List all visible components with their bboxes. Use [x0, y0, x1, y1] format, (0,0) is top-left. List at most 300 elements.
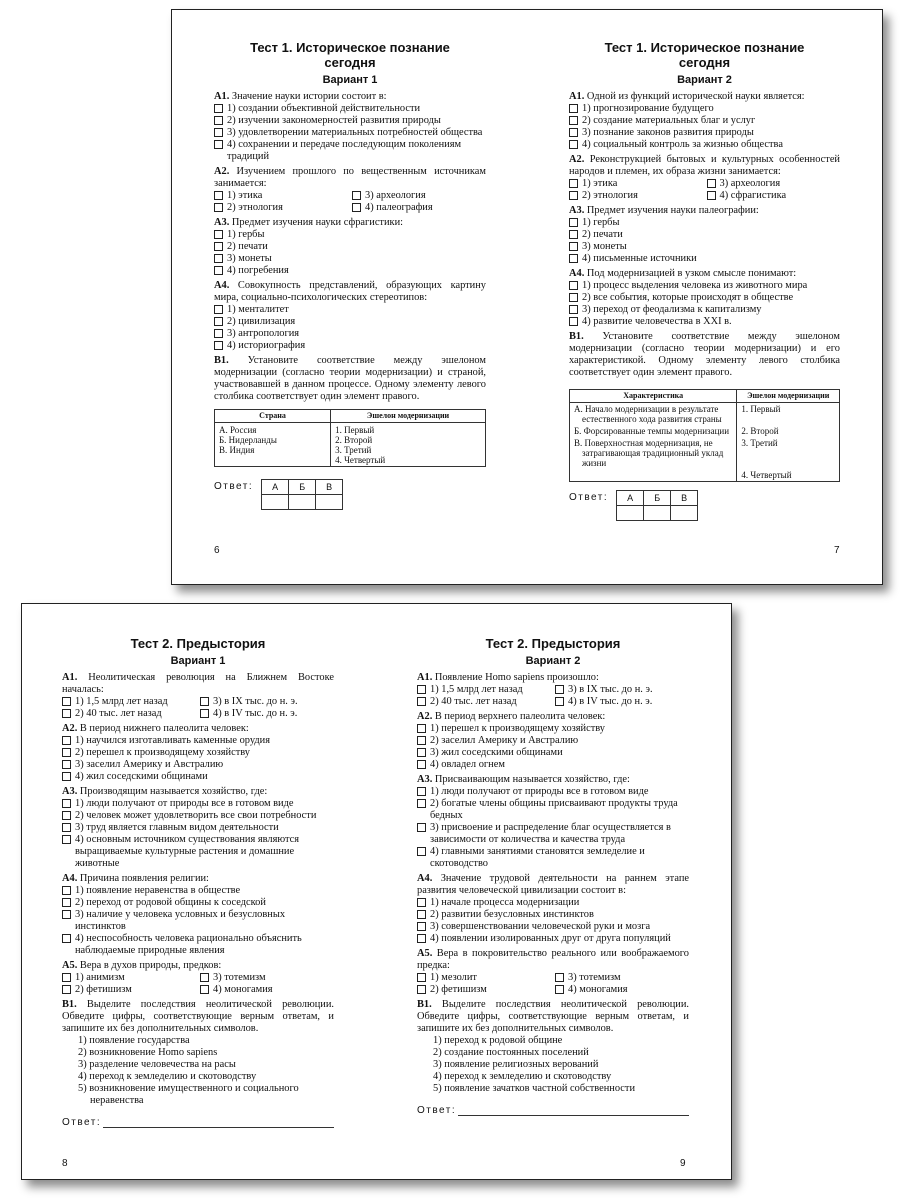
- question-text: Предмет изучения науки палеографии:: [586, 205, 759, 216]
- answer-option[interactable]: [62, 696, 196, 708]
- option-label: 1) 1,5 млрд лет назад: [75, 696, 168, 707]
- checkbox[interactable]: [62, 973, 71, 982]
- answer-cell[interactable]: [671, 506, 698, 521]
- checkbox[interactable]: [62, 799, 71, 808]
- question-a4: [214, 280, 486, 352]
- answer-option[interactable]: [569, 292, 840, 304]
- checkbox[interactable]: [417, 823, 426, 832]
- answer-option[interactable]: [62, 735, 334, 747]
- b1-item: 5) появление зачатков частной собственности: [433, 1083, 636, 1094]
- answer-option[interactable]: [555, 696, 689, 708]
- checkbox[interactable]: [417, 934, 426, 943]
- test-title: Тест 2. Предыстория: [485, 636, 621, 651]
- answer-option[interactable]: [417, 684, 551, 696]
- question-a2: [214, 166, 486, 214]
- answer-blank[interactable]: [458, 1107, 689, 1116]
- table-cell: В. Индия: [219, 445, 255, 455]
- question-number: A5.: [417, 948, 433, 959]
- option-label: 4) появлении изолированных друг от друга популяций: [430, 933, 671, 944]
- answer-option[interactable]: [569, 127, 840, 139]
- question-number: A4.: [417, 873, 433, 884]
- question-number: A3.: [214, 217, 230, 228]
- question-text: Выделите последствия неолитической революции. Обведите цифры, соответствующие верным ответам, и запишите их без дополнительных символов.: [62, 999, 334, 1034]
- checkbox[interactable]: [352, 203, 361, 212]
- answer-option[interactable]: [200, 696, 334, 708]
- question-stem: [417, 672, 689, 684]
- question-stem: [417, 774, 689, 786]
- option-label: 4) главными занятиями становятся земледелие и скотоводство: [430, 846, 645, 869]
- page-number: 7: [834, 545, 840, 556]
- option-label: 4) развитие человечества в XXI в.: [582, 316, 732, 327]
- answer-option[interactable]: [62, 822, 334, 834]
- answer-letter: Б: [644, 491, 671, 506]
- checkbox[interactable]: [200, 985, 209, 994]
- checkbox[interactable]: [417, 736, 426, 745]
- checkbox[interactable]: [569, 104, 578, 113]
- option-label: 1) гербы: [227, 229, 265, 240]
- table-cell: 1. Первый: [335, 425, 375, 435]
- checkbox[interactable]: [214, 128, 223, 137]
- checkbox[interactable]: [555, 685, 564, 694]
- questions-block: [214, 91, 486, 352]
- option-label: 3) совершенствовании человеческой руки и мозга: [430, 921, 651, 932]
- answer-option[interactable]: [214, 316, 486, 328]
- option-label: 4) моногамия: [568, 984, 628, 995]
- option-label: 4) овладел огнем: [430, 759, 505, 770]
- b1-items: [62, 1035, 334, 1107]
- table-cell: 4. Четвертый: [335, 455, 386, 465]
- answer-letter: В: [316, 480, 343, 495]
- checkbox[interactable]: [417, 910, 426, 919]
- answer-label: Ответ:: [214, 481, 254, 492]
- option-label: 1) люди получают от природы все в готовом виде: [430, 786, 649, 797]
- checkbox[interactable]: [214, 242, 223, 251]
- table-header: Характеристика: [570, 390, 737, 403]
- checkbox[interactable]: [569, 242, 578, 251]
- checkbox[interactable]: [214, 254, 223, 263]
- checkbox[interactable]: [555, 697, 564, 706]
- answer-option[interactable]: [62, 708, 196, 720]
- question-text: В период верхнего палеолита человек:: [434, 711, 606, 722]
- answer-option[interactable]: [555, 984, 689, 996]
- question-text: Неолитическая революция на Ближнем Востоке началась:: [62, 672, 334, 695]
- question-text: Установите соответствие между эшелоном модернизации (согласно теории модернизации) и страной, участвовавшей в данном процессе. Одному элементу левого столбика соответствует один элемент правого.: [214, 355, 486, 402]
- checkbox[interactable]: [569, 305, 578, 314]
- answer-option[interactable]: [417, 972, 551, 984]
- question-a5: [62, 960, 334, 996]
- option-label: 3) переход от феодализма к капитализму: [582, 304, 762, 315]
- variant-label: Вариант 2: [525, 655, 581, 667]
- checkbox[interactable]: [417, 847, 426, 856]
- answer-grid: [261, 479, 343, 510]
- answer-option[interactable]: [62, 798, 334, 810]
- answer-option[interactable]: [62, 759, 334, 771]
- options-list: [569, 103, 840, 151]
- checkbox[interactable]: [214, 230, 223, 239]
- answer-option[interactable]: [569, 253, 840, 265]
- checkbox[interactable]: [214, 317, 223, 326]
- option-label: 2) переход от родовой общины к соседской: [75, 897, 266, 908]
- answer-option[interactable]: [417, 798, 689, 822]
- question-a3: [214, 217, 486, 277]
- option-label: 2) развитии безусловных инстинктов: [430, 909, 594, 920]
- variant-label: Вариант 1: [170, 655, 226, 667]
- answer-option[interactable]: [214, 328, 486, 340]
- option-label: 3) тотемизм: [568, 972, 621, 983]
- question-text: Совокупность представлений, образующих картину мира, социально-психологических стереотипов:: [214, 280, 486, 303]
- checkbox[interactable]: [214, 305, 223, 314]
- checkbox[interactable]: [555, 973, 564, 982]
- option-label: 4) моногамия: [213, 984, 273, 995]
- checkbox[interactable]: [62, 910, 71, 919]
- options-list: [214, 190, 486, 214]
- checkbox[interactable]: [62, 898, 71, 907]
- option-label: 3) антропология: [227, 328, 300, 339]
- question-text: Под модернизацией в узком смысле понимают:: [586, 268, 797, 279]
- question-a1: [62, 672, 334, 720]
- table-cell: 4. Четвертый: [737, 469, 840, 482]
- question-stem: [569, 205, 840, 217]
- question-stem: [569, 154, 840, 178]
- question-number: A1.: [214, 91, 230, 102]
- answer-option[interactable]: [62, 897, 334, 909]
- option-label: 1) появление неравенства в обществе: [75, 885, 241, 896]
- answer-option[interactable]: [417, 759, 689, 771]
- answer-option[interactable]: [214, 103, 486, 115]
- checkbox[interactable]: [214, 140, 223, 149]
- checkbox[interactable]: [62, 736, 71, 745]
- question-stem: [569, 91, 840, 103]
- question-b1: [569, 331, 840, 379]
- table-cell: 3. Третий: [737, 437, 840, 469]
- question-a4: [62, 873, 334, 957]
- answer-option[interactable]: [417, 897, 689, 909]
- answer-option[interactable]: [214, 241, 486, 253]
- matching-table: [569, 389, 840, 482]
- checkbox[interactable]: [417, 760, 426, 769]
- answer-option[interactable]: [569, 217, 840, 229]
- answer-option[interactable]: [214, 115, 486, 127]
- question-number: A1.: [569, 91, 585, 102]
- option-label: 4) сфрагистика: [719, 190, 787, 201]
- checkbox[interactable]: [417, 799, 426, 808]
- page-9: [417, 604, 689, 1179]
- answer-cell[interactable]: [289, 495, 316, 510]
- checkbox[interactable]: [214, 104, 223, 113]
- answer-cell[interactable]: [644, 506, 671, 521]
- answer-option[interactable]: [417, 747, 689, 759]
- answer-block: [214, 479, 486, 510]
- checkbox[interactable]: [569, 116, 578, 125]
- table-cell: А. Начало модернизации в результате естественного хода развития страны: [570, 403, 737, 426]
- question-a1: [569, 91, 840, 151]
- answer-option[interactable]: [417, 933, 689, 945]
- checkbox[interactable]: [62, 823, 71, 832]
- answer-blank[interactable]: [103, 1119, 334, 1128]
- checkbox[interactable]: [214, 329, 223, 338]
- checkbox[interactable]: [569, 254, 578, 263]
- checkbox[interactable]: [417, 685, 426, 694]
- answer-option[interactable]: [214, 229, 486, 241]
- option-label: 3) в IX тыс. до н. э.: [213, 696, 298, 707]
- question-a3: [417, 774, 689, 870]
- options-list: [62, 798, 334, 870]
- checkbox[interactable]: [569, 218, 578, 227]
- option-label: 3) тотемизм: [213, 972, 266, 983]
- answer-option[interactable]: [417, 786, 689, 798]
- answer-option[interactable]: [214, 127, 486, 139]
- answer-option[interactable]: [352, 202, 486, 214]
- answer-option[interactable]: [62, 771, 334, 783]
- checkbox[interactable]: [569, 317, 578, 326]
- checkbox[interactable]: [214, 116, 223, 125]
- checkbox[interactable]: [569, 230, 578, 239]
- checkbox[interactable]: [62, 748, 71, 757]
- answer-option[interactable]: [352, 190, 486, 202]
- table-cell: Б. Форсированные темпы модернизации: [570, 425, 737, 437]
- answer-cell[interactable]: [262, 495, 289, 510]
- answer-option[interactable]: [707, 190, 841, 202]
- page-number: 9: [680, 1158, 686, 1169]
- answer-option[interactable]: [214, 202, 348, 214]
- question-stem: [417, 948, 689, 972]
- checkbox[interactable]: [62, 886, 71, 895]
- option-label: 2) изучении закономерностей развития природы: [227, 115, 441, 126]
- book-spread-test-2: [21, 603, 732, 1180]
- page-8: [62, 604, 334, 1179]
- checkbox[interactable]: [200, 709, 209, 718]
- answer-option[interactable]: [555, 972, 689, 984]
- options-list: [417, 786, 689, 870]
- checkbox[interactable]: [62, 985, 71, 994]
- checkbox[interactable]: [352, 191, 361, 200]
- matching-table: [214, 409, 486, 467]
- checkbox[interactable]: [417, 724, 426, 733]
- checkbox[interactable]: [569, 140, 578, 149]
- options-list: [417, 723, 689, 771]
- answer-option[interactable]: [214, 340, 486, 352]
- checkbox[interactable]: [62, 697, 71, 706]
- table-cell: 2. Второй: [737, 425, 840, 437]
- options-list: [62, 735, 334, 783]
- answer-option[interactable]: [62, 747, 334, 759]
- option-label: 4) основным источником существования являются выращиваемые культурные растения и домашние животные: [75, 834, 300, 869]
- option-label: 1) мезолит: [430, 972, 477, 983]
- option-label: 3) археология: [719, 178, 781, 189]
- checkbox[interactable]: [200, 697, 209, 706]
- questions-block: [417, 672, 689, 996]
- question-text: Одной из функций исторической науки является:: [586, 91, 805, 102]
- answer-option[interactable]: [569, 241, 840, 253]
- answer-letter: А: [617, 491, 644, 506]
- checkbox[interactable]: [200, 973, 209, 982]
- answer-option[interactable]: [214, 304, 486, 316]
- answer-cell[interactable]: [316, 495, 343, 510]
- question-number: A2.: [417, 711, 433, 722]
- question-a3: [62, 786, 334, 870]
- checkbox[interactable]: [214, 191, 223, 200]
- checkbox[interactable]: [62, 811, 71, 820]
- checkbox[interactable]: [555, 985, 564, 994]
- question-stem: [417, 711, 689, 723]
- option-label: 2) перешел к производящему хозяйству: [75, 747, 251, 758]
- checkbox[interactable]: [62, 772, 71, 781]
- option-label: 1) люди получают от природы все в готовом виде: [75, 798, 294, 809]
- answer-option[interactable]: [707, 178, 841, 190]
- checkbox[interactable]: [707, 191, 716, 200]
- answer-option[interactable]: [569, 229, 840, 241]
- answer-option[interactable]: [569, 178, 703, 190]
- checkbox[interactable]: [62, 760, 71, 769]
- question-a2: [417, 711, 689, 771]
- question-b1: [417, 999, 689, 1095]
- answer-option[interactable]: [200, 708, 334, 720]
- answer-letter: В: [671, 491, 698, 506]
- b1-item: 3) разделение человечества на расы: [78, 1059, 236, 1070]
- answer-option[interactable]: [569, 103, 840, 115]
- answer-option[interactable]: [214, 253, 486, 265]
- answer-option[interactable]: [214, 265, 486, 277]
- answer-label: Ответ:: [417, 1105, 457, 1116]
- option-label: 2) фетишизм: [75, 984, 132, 995]
- answer-option[interactable]: [62, 984, 196, 996]
- answer-option[interactable]: [417, 921, 689, 933]
- answer-option[interactable]: [417, 822, 689, 846]
- answer-option[interactable]: [569, 190, 703, 202]
- answer-option[interactable]: [569, 316, 840, 328]
- answer-option[interactable]: [200, 972, 334, 984]
- answer-option[interactable]: [214, 139, 486, 163]
- question-number: A5.: [62, 960, 78, 971]
- options-list: [214, 304, 486, 352]
- checkbox[interactable]: [569, 281, 578, 290]
- question-b1: [214, 355, 486, 403]
- checkbox[interactable]: [62, 835, 71, 844]
- question-text: В период нижнего палеолита человек:: [79, 723, 249, 734]
- checkbox[interactable]: [62, 934, 71, 943]
- checkbox[interactable]: [417, 922, 426, 931]
- table-cell: [219, 455, 326, 465]
- question-stem: [417, 873, 689, 897]
- answer-option[interactable]: [417, 696, 551, 708]
- question-a1: [417, 672, 689, 708]
- option-label: 2) 40 тыс. лет назад: [430, 696, 517, 707]
- answer-option[interactable]: [214, 190, 348, 202]
- answer-option[interactable]: [555, 684, 689, 696]
- checkbox[interactable]: [417, 787, 426, 796]
- answer-option[interactable]: [569, 139, 840, 151]
- answer-option[interactable]: [417, 723, 689, 735]
- variant-label: Вариант 1: [322, 74, 378, 86]
- options-list: [417, 897, 689, 945]
- option-label: 1) прогнозирование будущего: [582, 103, 714, 114]
- question-number: A1.: [417, 672, 433, 683]
- question-stem: [62, 873, 334, 885]
- checkbox[interactable]: [214, 341, 223, 350]
- answer-option[interactable]: [62, 885, 334, 897]
- option-label: 2) 40 тыс. лет назад: [75, 708, 162, 719]
- answer-option[interactable]: [62, 834, 334, 870]
- answer-option[interactable]: [417, 735, 689, 747]
- option-label: 2) человек может удовлетворить все свои потребности: [75, 810, 317, 821]
- checkbox[interactable]: [569, 128, 578, 137]
- checkbox[interactable]: [417, 985, 426, 994]
- answer-option[interactable]: [417, 984, 551, 996]
- checkbox[interactable]: [569, 191, 578, 200]
- option-label: 2) этнология: [582, 190, 638, 201]
- checkbox[interactable]: [417, 973, 426, 982]
- b1-item: 1) появление государства: [78, 1035, 190, 1046]
- answer-option[interactable]: [417, 846, 689, 870]
- answer-option[interactable]: [569, 280, 840, 292]
- options-list: [62, 696, 334, 720]
- checkbox[interactable]: [417, 898, 426, 907]
- checkbox[interactable]: [214, 266, 223, 275]
- question-text: Значение трудовой деятельности на раннем этапе развития человеческой цивилизации состоит в:: [417, 873, 689, 896]
- answer-letter: А: [262, 480, 289, 495]
- answer-line: [417, 1105, 689, 1116]
- answer-option[interactable]: [569, 304, 840, 316]
- option-label: 1) 1,5 млрд лет назад: [430, 684, 523, 695]
- options-list: [62, 885, 334, 957]
- answer-option[interactable]: [62, 972, 196, 984]
- option-label: 2) печати: [227, 241, 268, 252]
- page-number: 6: [214, 545, 220, 556]
- questions-block: [569, 91, 840, 328]
- question-stem: [214, 217, 486, 229]
- checkbox[interactable]: [569, 179, 578, 188]
- question-number: A2.: [214, 166, 230, 177]
- variant-label: Вариант 2: [677, 74, 732, 86]
- answer-line: [62, 1117, 334, 1128]
- option-label: 3) труд является главным видом деятельности: [75, 822, 279, 833]
- question-text: Производящим называется хозяйство, где:: [79, 786, 268, 797]
- answer-option[interactable]: [62, 909, 334, 933]
- question-stem: [62, 786, 334, 798]
- question-text: Установите соответствие между эшелоном модернизации (согласно теории модернизации) и его характеристикой. Одному элементу левого столбика соответствует один элемент правого.: [569, 331, 840, 378]
- checkbox[interactable]: [569, 293, 578, 302]
- checkbox[interactable]: [62, 709, 71, 718]
- option-label: 4) сохранении и передаче последующим поколениям традиций: [227, 139, 462, 162]
- question-a2: [569, 154, 840, 202]
- option-label: 3) в IX тыс. до н. э.: [568, 684, 653, 695]
- table-header: Страна: [215, 410, 331, 423]
- answer-cell[interactable]: [617, 506, 644, 521]
- checkbox[interactable]: [707, 179, 716, 188]
- option-label: 4) в IV тыс. до н. э.: [213, 708, 298, 719]
- page-number: 8: [62, 1158, 68, 1169]
- answer-letter: Б: [289, 480, 316, 495]
- option-label: 2) все события, которые происходят в обществе: [582, 292, 794, 303]
- answer-option[interactable]: [200, 984, 334, 996]
- option-label: 3) археология: [365, 190, 426, 201]
- answer-option[interactable]: [62, 810, 334, 822]
- question-text: Выделите последствия неолитической революции. Обведите цифры, соответствующие верным ответам, и запишите их без дополнительных символов.: [417, 999, 689, 1034]
- options-list: [214, 103, 486, 163]
- checkbox[interactable]: [417, 748, 426, 757]
- option-label: 3) присвоение и распределение благ осуществляется в зависимости от количества и качества труда: [430, 822, 671, 845]
- b1-item: 2) создание постоянных поселений: [433, 1047, 589, 1058]
- checkbox[interactable]: [214, 203, 223, 212]
- question-a2: [62, 723, 334, 783]
- question-number: B1.: [417, 999, 432, 1010]
- answer-option[interactable]: [417, 909, 689, 921]
- checkbox[interactable]: [417, 697, 426, 706]
- option-label: 2) богатые члены общины присваивают продукты труда бедных: [430, 798, 678, 821]
- b1-item: 4) переход к земледелию и скотоводству: [433, 1071, 612, 1082]
- answer-option[interactable]: [62, 933, 334, 957]
- answer-option[interactable]: [569, 115, 840, 127]
